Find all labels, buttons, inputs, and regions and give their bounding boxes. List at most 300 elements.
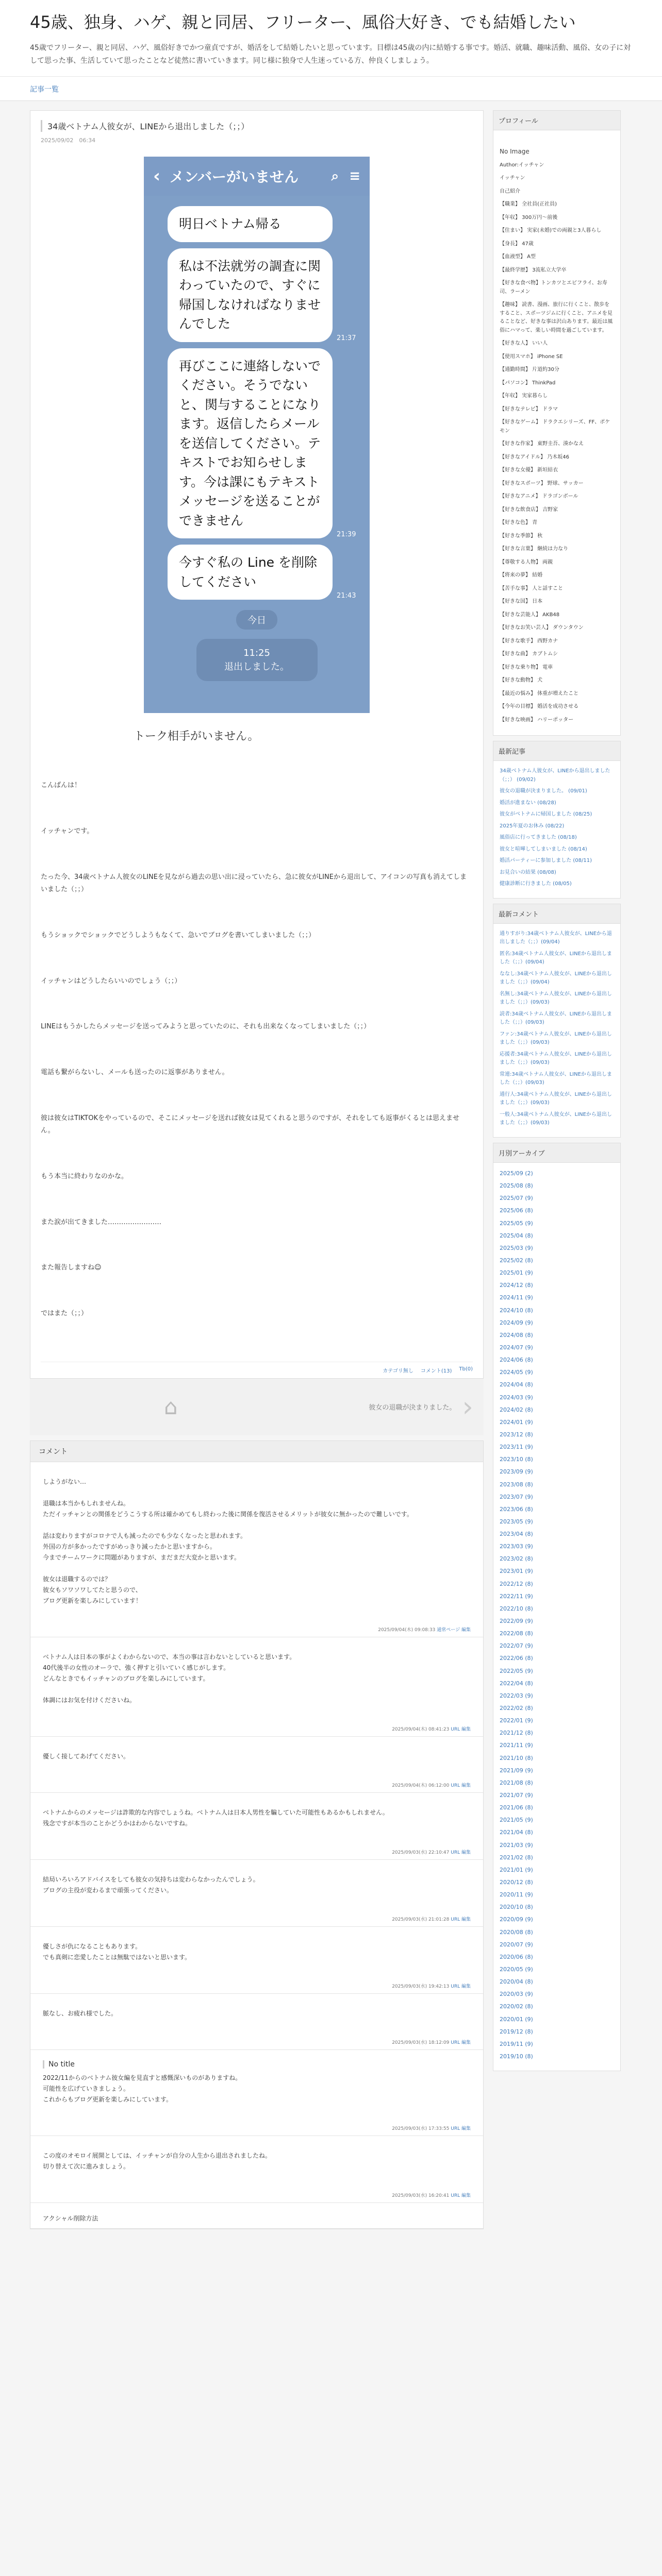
archive-item xyxy=(500,1306,614,1315)
archive-item xyxy=(500,1890,614,1900)
comment-text: 結局いろいろアドバイスをしても彼女の気持ちは変わらなかったんでしょう。 ブログの主役が変わるまで頑張ってください。 xyxy=(43,1875,259,1894)
comment-count-link[interactable]: コメント(13) xyxy=(420,1368,452,1374)
profile-item: 【好きな動物】 犬 xyxy=(500,677,543,684)
archive-month-link[interactable]: 2021/05 (9) xyxy=(500,1817,533,1824)
archive-item xyxy=(500,1554,614,1564)
archive-month-link[interactable]: 2024/03 (9) xyxy=(500,1394,533,1401)
comment-edit-link[interactable]: 編集 xyxy=(461,2126,471,2131)
archive-month-link[interactable]: 2022/04 (8) xyxy=(500,1680,533,1687)
archive-month-link[interactable]: 2022/08 (8) xyxy=(500,1630,533,1637)
archive-item xyxy=(500,1467,614,1477)
comment-date: 2025/09/03(水) 17:33:55 xyxy=(392,2126,450,2131)
archive-item xyxy=(500,1629,614,1638)
line-screenshot xyxy=(144,157,370,713)
comment-meta xyxy=(43,1626,471,1633)
profile-item: 【好きな言葉】 継続は力なり xyxy=(500,546,569,552)
archive-month-link[interactable]: 2025/01 (9) xyxy=(500,1269,533,1277)
archive-item xyxy=(500,1679,614,1688)
comment-meta xyxy=(43,2125,471,2131)
archive-item xyxy=(500,1878,614,1887)
archive-item xyxy=(500,1716,614,1725)
comment-edit-link[interactable]: 編集 xyxy=(461,1783,471,1788)
screenshot-caption: トーク相手がいません。 xyxy=(134,730,259,743)
line-bubbles xyxy=(144,196,370,685)
recent-article-item xyxy=(500,845,614,854)
archive-month-link[interactable]: 2025/02 (8) xyxy=(500,1257,533,1264)
archive-month-link[interactable]: 2023/12 (8) xyxy=(500,1431,533,1438)
archive-month-link[interactable]: 2021/09 (9) xyxy=(500,1767,533,1774)
archive-month-link[interactable]: 2020/04 (8) xyxy=(500,1978,533,1986)
recent-article-link[interactable]: 彼女と喧嘩してしまいました (08/14) xyxy=(500,846,587,852)
archive-month-link[interactable]: 2024/05 (9) xyxy=(500,1369,533,1376)
recent-comment-item xyxy=(500,990,614,1007)
article-paragraph: イッチャンはどうしたらいいのでしょう（；；） xyxy=(41,977,181,985)
comment-edit-link[interactable]: 編集 xyxy=(461,1726,471,1732)
comment xyxy=(30,1793,483,1860)
archive-month-link[interactable]: 2023/04 (8) xyxy=(500,1531,533,1538)
comment-url-link[interactable]: URL xyxy=(451,2193,460,2198)
profile-item: 【好きな曲】 カブトムシ xyxy=(500,651,558,657)
line-chat-name: メンバーがいません xyxy=(170,168,299,186)
archive-month-link[interactable]: 2021/04 (8) xyxy=(500,1829,533,1836)
profile-item: 【好きなゲーム】 ドラクエシリーズ、FF、ポケモン xyxy=(500,419,610,434)
next-article-label: 彼女の退職が決まりました。 xyxy=(369,1404,456,1412)
profile-item: 【将来の夢】 結婚 xyxy=(500,572,543,579)
archive-month-link[interactable]: 2025/07 (9) xyxy=(500,1195,533,1202)
archive-item xyxy=(500,1455,614,1464)
article-paragraph: また報告しますね☺ xyxy=(41,1264,102,1272)
recent-article-item xyxy=(500,822,614,831)
pager xyxy=(30,1379,484,1435)
archive-item xyxy=(500,1580,614,1589)
archive-month-link[interactable]: 2024/12 (8) xyxy=(500,1282,533,1289)
archive-month-link[interactable]: 2020/09 (9) xyxy=(500,1916,533,1923)
comment-edit-link[interactable]: 編集 xyxy=(461,1627,471,1633)
comment-date: 2025/09/03(水) 22:10:47 xyxy=(392,1850,450,1855)
comments-header: コメント xyxy=(30,1441,483,1462)
archive-month-link[interactable]: 2024/08 (8) xyxy=(500,1331,533,1338)
archive-item xyxy=(500,1953,614,1962)
archive-item xyxy=(500,1393,614,1402)
line-bubble: 今すぐ私の Line を削除してください xyxy=(168,545,333,600)
comment-text: この度のオモロイ展開としては、イッチャンが自分の人生から退出されましたね。 切り替えて次に進みましょう。 xyxy=(43,2151,272,2170)
comment xyxy=(30,2136,483,2203)
profile-item: 【好きなテレビ】 ドラマ xyxy=(500,406,558,412)
article-paragraph: もうショックでショックでどうしようもなくて、急いでブログを書いてしまいました（；；） xyxy=(41,931,316,939)
trackback-link[interactable]: Tb(0) xyxy=(459,1366,473,1372)
content-container xyxy=(0,101,662,2229)
comment-url-link[interactable]: URL xyxy=(451,1850,460,1855)
recent-comment-link[interactable]: 一般人:34歳ベトナム人彼女が、LINEから退出しました（；；）(09/03) xyxy=(500,1111,612,1126)
article-paragraph: また涙が出てきました…………………… xyxy=(41,1218,162,1226)
recent-comment-link[interactable]: 匿名:34歳ベトナム人彼女が、LINEから退出しました（；；）(09/04) xyxy=(500,951,612,965)
article-paragraph: 彼は彼女はTIKTOKをやっているので、そこにメッセージを送れば彼女は見てくれると思うのですが、それをしても返事がくるとは思えません。 xyxy=(41,1114,459,1135)
recent-articles-title: 最新記事 xyxy=(493,741,620,761)
category-link[interactable]: カテゴリ無し xyxy=(383,1368,413,1374)
recent-comment-item xyxy=(500,1010,614,1027)
comment-text: しようがない… 退職は本当かもしれませんね。 ただイッチャンとの関係をどうこうする所は確かめてもし終わった後に関係を復活させるメリットが彼女に無かったので難しいです。 話は変わりますがコロナで人も減ったのでも少なくなったと思われます。 外国の方が多かったですがめっきり減ったかと思いますから。 今までチームワークに問題がありますが、まだまだ大変かと思います。 彼女は退職するのでは？ 彼女もソワソワしてたと思うので、 ブログ更新を楽しみにしています！ xyxy=(43,1478,413,1604)
recent-comment-item xyxy=(500,930,614,947)
archive-month-link[interactable]: 2021/02 (8) xyxy=(500,1854,533,1861)
comment-meta xyxy=(43,2192,471,2198)
article-paragraph: たった今、34歳ベトナム人彼女のLINEを見ながら過去の思い出に浸っていたら、急に彼女がLINEから退出して、アイコンの写真も消えてしまいました（；；） xyxy=(41,873,467,894)
archive-item xyxy=(500,1866,614,1875)
comment-url-link[interactable]: URL xyxy=(451,1917,460,1922)
archive-item xyxy=(500,1331,614,1340)
archive-month-link[interactable]: 2025/03 (9) xyxy=(500,1244,533,1251)
comment-text: 脈なし、お疲れ様でした。 xyxy=(43,2009,118,2017)
archive-item xyxy=(500,1617,614,1626)
article xyxy=(30,110,484,1379)
comment xyxy=(30,2050,483,2136)
archive-item xyxy=(500,1542,614,1551)
recent-article-link[interactable]: 彼女がベトナムに帰国しました (08/25) xyxy=(500,811,592,818)
comments-section xyxy=(30,1440,484,2229)
comment-url-link[interactable]: URL xyxy=(451,1726,460,1732)
recent-article-item xyxy=(500,857,614,866)
archive-month-link[interactable]: 2022/12 (8) xyxy=(500,1580,533,1587)
archive-item xyxy=(500,1641,614,1651)
archive-month-link[interactable]: 2020/01 (9) xyxy=(500,2015,533,2023)
archive-month-link[interactable]: 2021/08 (8) xyxy=(500,1779,533,1786)
archive-month-link[interactable]: 2024/02 (8) xyxy=(500,1406,533,1413)
sidebar xyxy=(493,110,621,2229)
archive-month-link[interactable]: 2020/03 (9) xyxy=(500,1991,533,1998)
recent-comment-link[interactable]: 読者:34歳ベトナム人彼女が、LINEから退出しました（；；）(09/03) xyxy=(500,1011,612,1026)
profile-item: 【好きな色】 青 xyxy=(500,520,538,526)
profile-item: 【好きな国】 日本 xyxy=(500,599,543,605)
line-header xyxy=(144,157,370,196)
main-column xyxy=(30,110,484,2229)
recent-article-link[interactable]: お見合いの結果 (08/08) xyxy=(500,869,556,875)
archive-month-link[interactable]: 2020/12 (8) xyxy=(500,1879,533,1886)
archive-month-link[interactable]: 2020/11 (9) xyxy=(500,1891,533,1899)
profile-item: 【今年の目標】 婚活を成功させる xyxy=(500,704,579,710)
profile-item: 【最近の悩み】 体重が増えたこと xyxy=(500,690,579,697)
comment-url-link[interactable]: 通常ページ xyxy=(437,1627,460,1633)
archive-item xyxy=(500,1405,614,1415)
comment-meta xyxy=(43,1725,471,1732)
archive-widget xyxy=(493,1143,621,2071)
archive-item xyxy=(500,1778,614,1788)
profile-item: 【苦手な事】 人と話すこと xyxy=(500,585,564,591)
archive-month-link[interactable]: 2023/01 (9) xyxy=(500,1568,533,1575)
archive-month-link[interactable]: 2023/03 (9) xyxy=(500,1543,533,1550)
recent-comment-link[interactable]: 名無し:34歳ベトナム人彼女が、LINEから退出しました（；；）(09/03) xyxy=(500,991,612,1006)
recent-comment-link[interactable]: 応援者:34歳ベトナム人彼女が、LINEから退出しました（；；）(09/03) xyxy=(500,1051,612,1066)
recent-comment-link[interactable]: ななし:34歳ベトナム人彼女が、LINEから退出しました（；；）(09/04) xyxy=(500,971,612,986)
comment xyxy=(30,1462,483,1637)
recent-comment-item xyxy=(500,950,614,967)
article-paragraph: こんばんは！ xyxy=(41,782,81,790)
archive-month-link[interactable]: 2022/05 (9) xyxy=(500,1667,533,1674)
next-article-link[interactable] xyxy=(369,1391,473,1423)
recent-comment-link[interactable]: 通行人:34歳ベトナム人彼女が、LINEから退出しました（；；）(09/03) xyxy=(500,1091,612,1106)
archive-month-link[interactable]: 2021/06 (8) xyxy=(500,1804,533,1811)
archive-month-link[interactable]: 2021/11 (9) xyxy=(500,1742,533,1749)
archive-month-link[interactable]: 2019/12 (8) xyxy=(500,2028,533,2035)
archive-item xyxy=(500,1231,614,1241)
archive-month-link[interactable]: 2023/08 (8) xyxy=(500,1481,533,1488)
archive-month-link[interactable]: 2022/02 (8) xyxy=(500,1705,533,1712)
archive-item xyxy=(500,1194,614,1203)
archive-month-link[interactable]: 2025/08 (8) xyxy=(500,1182,533,1190)
recent-comment-item xyxy=(500,1091,614,1108)
line-bubble: 明日ベトナム帰る xyxy=(168,206,333,242)
line-bubble: 私は不法就労の調査に関わっていたので、すぐに帰国しなければなりませんでした xyxy=(168,248,333,342)
comment-title: No title xyxy=(43,2060,471,2069)
archive-month-link[interactable]: 2023/09 (9) xyxy=(500,1468,533,1476)
archive-item xyxy=(500,1940,614,1950)
profile-item: 【好きな季節】 秋 xyxy=(500,533,543,539)
archive-item xyxy=(500,1169,614,1178)
archive-month-link[interactable]: 2021/01 (9) xyxy=(500,1866,533,1873)
archive-item xyxy=(500,1766,614,1775)
recent-comments-body xyxy=(493,924,620,1137)
archive-month-link[interactable]: 2025/06 (8) xyxy=(500,1207,533,1214)
archive-list xyxy=(500,1169,614,2061)
archive-month-link[interactable]: 2024/11 (9) xyxy=(500,1294,533,1301)
recent-article-link[interactable]: 婚活が進まない (08/28) xyxy=(500,800,556,806)
profile-item: 【身長】 47歳 xyxy=(500,241,534,247)
profile-author-sub: 自己紹介 xyxy=(500,188,520,194)
archive-item xyxy=(500,1691,614,1701)
recent-comment-link[interactable]: 通りすがり:34歳ベトナム人彼女が、LINEから退出しました（；；）(09/04) xyxy=(500,930,612,945)
profile-item: 【尊敬する人物】 両親 xyxy=(500,559,553,565)
recent-article-link[interactable]: 風俗店に行ってきました (08/18) xyxy=(500,835,577,841)
archive-item xyxy=(500,1368,614,1377)
archive-month-link[interactable]: 2022/11 (9) xyxy=(500,1592,533,1600)
profile-item: 【好きな芸能人】 AKB48 xyxy=(500,612,560,618)
archive-month-link[interactable]: 2020/02 (8) xyxy=(500,2003,533,2010)
line-leave-notice xyxy=(196,639,318,681)
recent-article-item xyxy=(500,787,614,796)
recent-article-item xyxy=(500,880,614,889)
line-message xyxy=(168,206,362,242)
article-date: 2025/09/02 06:34 xyxy=(41,137,96,144)
profile-item: 【通勤時間】 片道約30分 xyxy=(500,367,559,373)
comment-date: 2025/09/03(水) 21:01:28 xyxy=(392,1917,450,1922)
archive-item xyxy=(500,1256,614,1265)
profile-items xyxy=(500,200,614,724)
comment-edit-link[interactable]: 編集 xyxy=(461,1850,471,1855)
recent-comment-item xyxy=(500,1111,614,1128)
comment-edit-link[interactable]: 編集 xyxy=(461,2040,471,2045)
recent-comment-item xyxy=(500,1050,614,1067)
archive-item xyxy=(500,2015,614,2024)
line-message-time: 21:43 xyxy=(337,592,356,600)
archive-month-link[interactable]: 2021/12 (8) xyxy=(500,1730,533,1737)
profile-item: 【使用スマホ】 iPhone SE xyxy=(500,353,563,360)
archive-month-link[interactable]: 2024/10 (8) xyxy=(500,1307,533,1314)
archive-item xyxy=(500,1517,614,1527)
comment-meta xyxy=(43,1982,471,1989)
article-title[interactable]: 34歳ベトナム人彼女が、LINEから退出しました（；；） xyxy=(41,120,473,132)
recent-comment-link[interactable]: ファン:34歳ベトナム人彼女が、LINEから退出しました（；；）(09/03) xyxy=(500,1031,612,1046)
line-notice-text: 退出しました。 xyxy=(224,662,289,673)
archive-item xyxy=(500,1281,614,1290)
archive-month-link[interactable]: 2019/11 (9) xyxy=(500,2040,533,2047)
archive-month-link[interactable]: 2025/05 (9) xyxy=(500,1219,533,1227)
article-paragraph: LINEはもうかしたらメッセージを送ってみようと思っていたのに、それも出来なくなってしまいました（；；） xyxy=(41,1023,371,1031)
profile-item: 【趣味】 読書、漫画、旅行に行くこと、散歩をすること、スポーツジムに行くこと、アニメを見ることなど、好きな事は沢山あります。最近は風俗にハマって、楽しい時間を過ごしています。 xyxy=(500,302,613,333)
archive-link[interactable]: 記事一覧 xyxy=(30,86,59,94)
home-icon[interactable]: ⌂ xyxy=(164,1394,178,1420)
profile-item: 【好きなスポーツ】 野球、サッカー xyxy=(500,480,584,486)
archive-item xyxy=(500,1567,614,1576)
archive-item xyxy=(500,1219,614,1228)
comment-meta xyxy=(43,2039,471,2045)
recent-article-item xyxy=(500,834,614,842)
profile-item: 【好きな食べ物】トンカツとエビフライ、お寿司、ラーメン xyxy=(500,280,607,295)
recent-article-link[interactable]: 彼女の退職が決まりました。 (09/01) xyxy=(500,788,587,794)
recent-comment-link[interactable]: 常連:34歳ベトナム人彼女が、LINEから退出しました（；；）(09/03) xyxy=(500,1071,612,1086)
comment-edit-link[interactable]: 編集 xyxy=(461,2193,471,2198)
recent-comments-list xyxy=(500,930,614,1128)
comment-url-link[interactable]: URL xyxy=(451,1984,460,1989)
profile-item: 【好きなアイドル】 乃木坂46 xyxy=(500,454,570,460)
comment-meta xyxy=(43,1849,471,1855)
archive-month-link[interactable]: 2021/10 (8) xyxy=(500,1754,533,1761)
archive-month-link[interactable]: 2022/06 (8) xyxy=(500,1655,533,1662)
profile-item: 【好きな女優】 新垣結衣 xyxy=(500,467,558,473)
archive-item xyxy=(500,1853,614,1862)
comment-date: 2025/09/03(水) 18:12:09 xyxy=(392,2040,450,2045)
archive-item xyxy=(500,1903,614,1912)
recent-article-link[interactable]: 婚活パーティーに参加しました (08/11) xyxy=(500,858,592,864)
profile-widget xyxy=(493,110,621,736)
profile-item: 【好きな人】 いい人 xyxy=(500,341,548,347)
archive-month-link[interactable]: 2023/11 (9) xyxy=(500,1444,533,1451)
archive-month-link[interactable]: 2019/10 (8) xyxy=(500,2053,533,2060)
archive-item xyxy=(500,1915,614,1924)
archive-month-link[interactable]: 2020/08 (8) xyxy=(500,1928,533,1936)
profile-item: 【好きな乗り物】 電車 xyxy=(500,664,553,670)
comment-text: 優しさが仇になることもあります。 でも真剣に恋愛したことは無駄ではないと思います。 xyxy=(43,1942,191,1961)
archive-item xyxy=(500,1841,614,1850)
recent-articles-list xyxy=(500,767,614,889)
archive-month-link[interactable]: 2022/07 (9) xyxy=(500,1642,533,1650)
recent-article-link[interactable]: 34歳ベトナム人彼女が、LINEから退出しました（；；） (09/02) xyxy=(500,768,610,783)
archive-month-link[interactable]: 2024/07 (9) xyxy=(500,1344,533,1351)
archive-item xyxy=(500,1181,614,1191)
profile-author-label: Author:イッチャン xyxy=(500,162,544,168)
comment-date: 2025/09/04(木) 09:08:33 xyxy=(378,1627,436,1633)
archive-month-link[interactable]: 2022/01 (9) xyxy=(500,1717,533,1724)
archive-month-link[interactable]: 2020/06 (8) xyxy=(500,1953,533,1960)
archive-title: 月別アーカイブ xyxy=(493,1143,620,1163)
archive-month-link[interactable]: 2022/09 (9) xyxy=(500,1618,533,1625)
line-message-time: 21:37 xyxy=(337,334,356,342)
article-paragraph: 電話も繋がらないし、メールも送ったのに返事がありません。 xyxy=(41,1069,229,1076)
profile-item: 【年収】 300万円〜前後 xyxy=(500,214,558,221)
comment xyxy=(30,2203,483,2229)
archive-item xyxy=(500,1604,614,1614)
archive-item xyxy=(500,1803,614,1812)
archive-item xyxy=(500,1754,614,1763)
profile-item: 【好きな映画】 ハリーポッター xyxy=(500,717,574,723)
archive-item xyxy=(500,1704,614,1713)
archive-month-link[interactable]: 2020/05 (9) xyxy=(500,1965,533,1973)
archive-month-link[interactable]: 2025/04 (8) xyxy=(500,1232,533,1239)
archive-month-link[interactable]: 2020/10 (8) xyxy=(500,1904,533,1911)
archive-item xyxy=(500,1505,614,1514)
comment-url-link[interactable]: URL xyxy=(451,2040,460,2045)
comment-text: アクシャル削除方法 xyxy=(43,2214,98,2222)
article-paragraph: イッチャンです。 xyxy=(41,827,94,835)
blog-header xyxy=(0,0,662,77)
line-message xyxy=(168,248,362,342)
comment-url-link[interactable]: URL xyxy=(451,2126,460,2131)
profile-author-name: イッチャン xyxy=(500,175,525,181)
archive-month-link[interactable]: 2024/04 (8) xyxy=(500,1381,533,1388)
archive-month-link[interactable]: 2024/09 (9) xyxy=(500,1319,533,1326)
archive-month-link[interactable]: 2023/07 (9) xyxy=(500,1493,533,1500)
archive-item xyxy=(500,1592,614,1601)
archive-month-link[interactable]: 2024/01 (9) xyxy=(500,1418,533,1426)
profile-item: 【好きなアニメ】 ドラゴンボール xyxy=(500,494,578,500)
profile-item: 【好きな飲食店】 吉野家 xyxy=(500,506,558,513)
blog-title[interactable]: 45歳、独身、ハゲ、親と同居、フリーター、風俗大好き、でも結婚したい xyxy=(30,12,576,32)
archive-month-link[interactable]: 2023/10 (8) xyxy=(500,1456,533,1463)
archive-month-link[interactable]: 2020/07 (9) xyxy=(500,1941,533,1948)
menu-icon: ≡ xyxy=(349,168,360,184)
archive-month-link[interactable]: 2023/06 (8) xyxy=(500,1505,533,1513)
archive-item xyxy=(500,1654,614,1663)
archive-item xyxy=(500,1667,614,1676)
line-message-time: 21:39 xyxy=(337,531,356,539)
archive-month-link[interactable]: 2022/10 (8) xyxy=(500,1605,533,1612)
profile-item: 【血液型】 A型 xyxy=(500,254,536,260)
comment-text: 優しく接してあげてください。 xyxy=(43,1752,130,1760)
comment-edit-link[interactable]: 編集 xyxy=(461,1984,471,1989)
archive-item xyxy=(500,2002,614,2011)
archive-item xyxy=(500,1343,614,1352)
archive-month-link[interactable]: 2024/06 (8) xyxy=(500,1357,533,1364)
profile-image-placeholder: No Image xyxy=(500,148,529,156)
archive-item xyxy=(500,1990,614,1999)
archive-month-link[interactable]: 2023/02 (8) xyxy=(500,1555,533,1563)
recent-comments-widget xyxy=(493,904,621,1138)
recent-comment-item xyxy=(500,1071,614,1088)
profile-item: 【好きなお笑い芸人】 ダウンタウン xyxy=(500,625,584,631)
article-footer xyxy=(41,1362,473,1378)
comment-url-link[interactable]: URL xyxy=(451,1783,460,1788)
comment xyxy=(30,1994,483,2050)
comment-text: ベトナム人は日本の事がよくわからないので、本当の事は言わないとしていると思います。 40代後半の女性のオーラで、強く押すと引いていく感じがします。 どんなときでもイッチャンのブログを楽しみにしています。 体調にはお気を付けくださいね。 xyxy=(43,1653,296,1704)
profile-item: 【パソコン】 ThinkPad xyxy=(500,380,556,386)
comment xyxy=(30,1737,483,1793)
archive-month-link[interactable]: 2021/03 (9) xyxy=(500,1841,533,1849)
archive-item xyxy=(500,1791,614,1800)
archive-item xyxy=(500,1816,614,1825)
profile-item: 【好きな作家】 東野圭吾、湊かなえ xyxy=(500,441,584,447)
archive-month-link[interactable]: 2021/07 (9) xyxy=(500,1792,533,1799)
comment-meta xyxy=(43,1916,471,1922)
archive-item xyxy=(500,2027,614,2037)
comment-edit-link[interactable]: 編集 xyxy=(461,1917,471,1922)
archive-month-link[interactable]: 2025/09 (2) xyxy=(500,1170,533,1177)
recent-article-link[interactable]: 2025年夏のお休み (08/22) xyxy=(500,823,565,829)
comment-date: 2025/09/03(水) 16:20:41 xyxy=(392,2193,450,2198)
comment-date: 2025/09/04(木) 08:41:23 xyxy=(392,1726,450,1732)
archive-month-link[interactable]: 2023/05 (9) xyxy=(500,1518,533,1525)
recent-article-link[interactable]: 健康診断に行きました (08/05) xyxy=(500,881,572,887)
comment-date: 2025/09/04(木) 06:12:00 xyxy=(392,1783,450,1788)
archive-month-link[interactable]: 2022/03 (9) xyxy=(500,1692,533,1699)
line-header-icons xyxy=(332,168,360,184)
profile-item: 【住まい】 実家(未婚)での両親と3人暮らし xyxy=(500,228,602,234)
